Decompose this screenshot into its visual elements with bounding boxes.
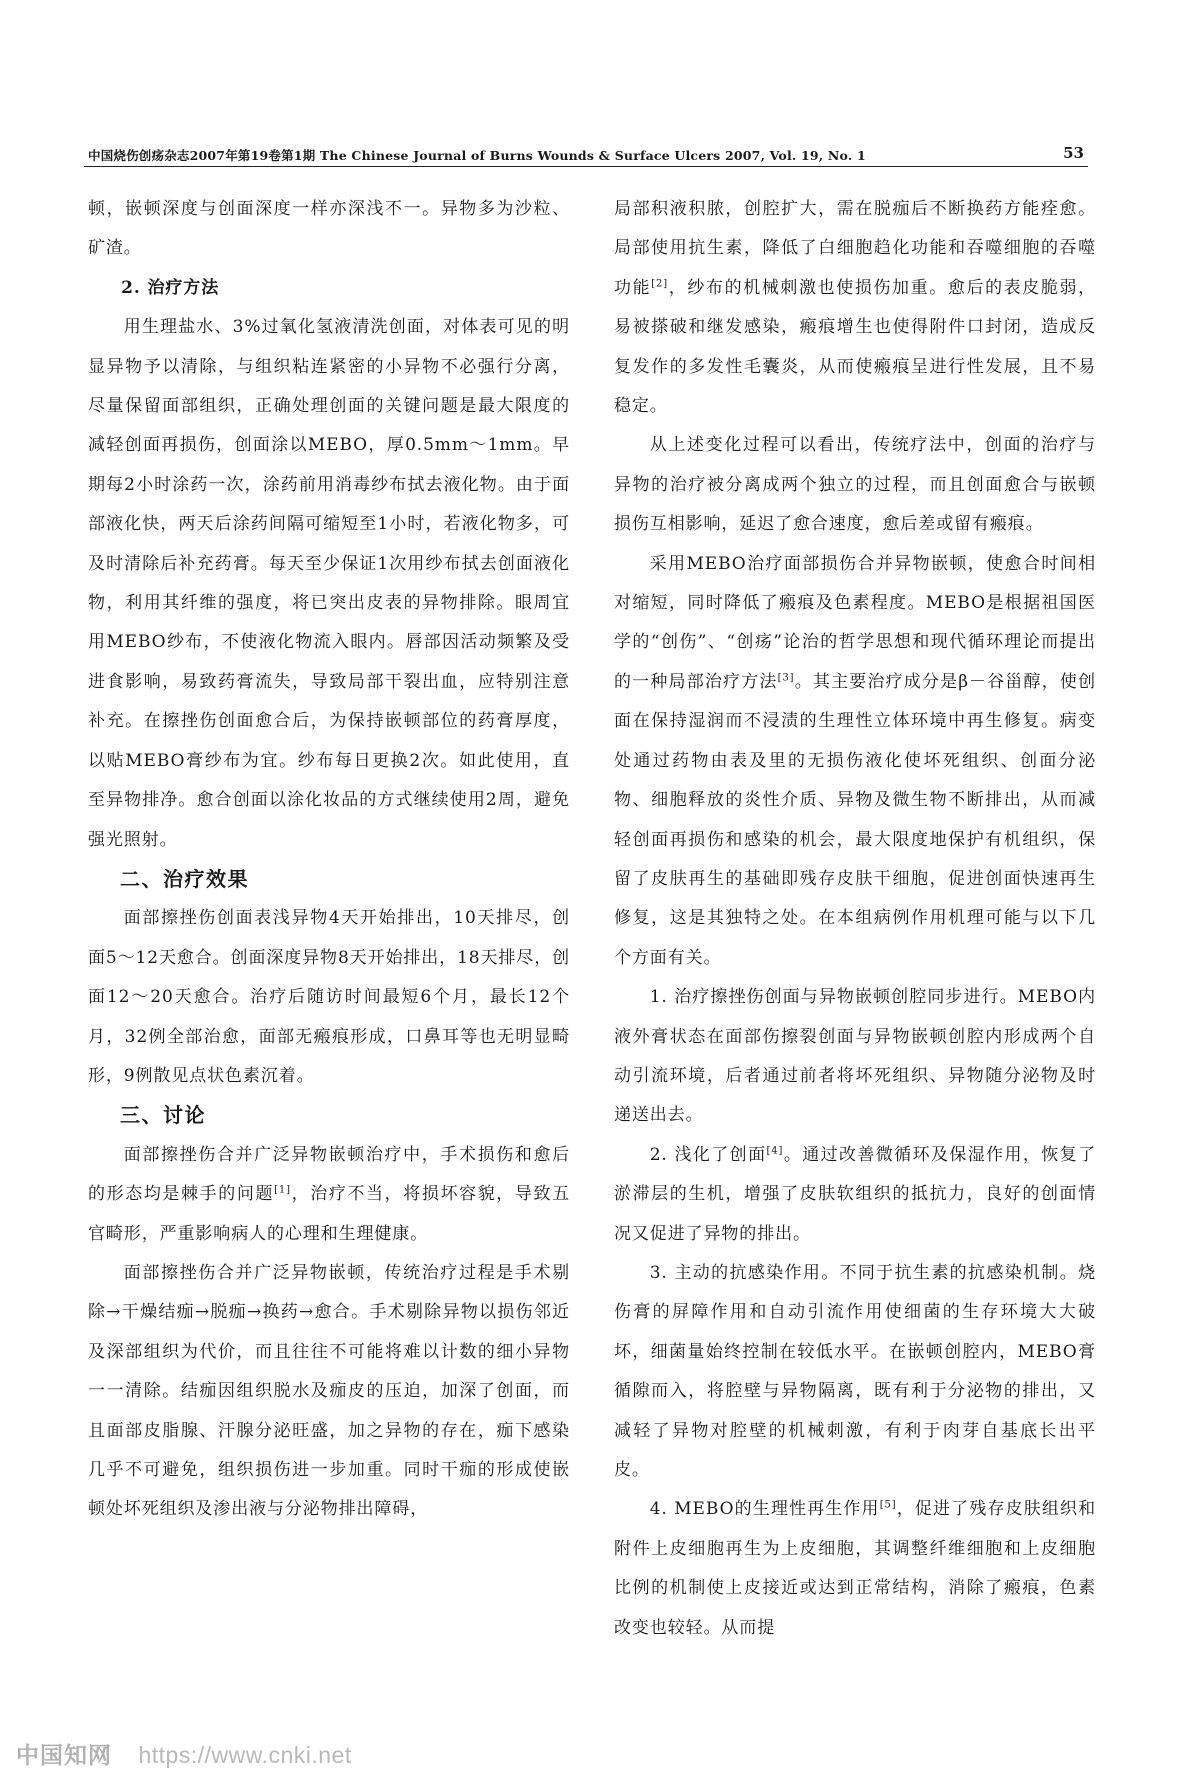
paragraph [88,1136,570,1254]
text-span: ，治疗不当，将损坏容貌，导致五官畸形，严重影响病人的心理和生理健康。 [88,1184,571,1244]
left-column [88,190,570,1530]
paragraph [614,545,1096,978]
paragraph: 1. 治疗擦挫伤创面与异物嵌顿创腔同步进行。MEBO内液外膏状态在面部伤擦裂创面与异物嵌顿创腔内形成两个自动引流环境，后者通过前者将坏死组织、异物随分泌物及时递送出去。 [614,987,1096,1126]
subheading-treatment-method: 2. 治疗方法 [121,277,220,298]
paragraph [614,190,1096,426]
text-span: 2. 浅化了创面 [649,1144,767,1165]
text-span: ，纱布的机械刺激也使损伤加重。愈后的表皮脆弱，易被搽破和继发感染，瘢痕增生也使得附件口封闭，造成反复发作的多发性毛囊炎，从而使瘢痕呈进行性发展，且不易稳定。 [614,277,1096,417]
paragraph: 面部擦挫伤合并广泛异物嵌顿，传统治疗过程是手术剔除→干燥结痂→脱痂→换药→愈合。手术剔除异物以损伤邻近及深部组织为代价，而且往往不可能将难以计数的细小异物一一清除。结痂因组织脱水及痂皮的压迫，加深了创面，而且面部皮脂腺、汗腺分泌旺盛，加之异物的存在，痂下感染几乎不可避免，组织损伤进一步加重。同时干痂的形成使嵌顿处坏死组织及渗出液与分泌物排出障碍， [88,1262,570,1520]
text-span: 采用MEBO治疗面部损伤合并异物嵌顿，使愈合时间相对缩短，同时降低了瘢痕及色素程度。MEBO是根据祖国医学的“创伤”、“创疡”论治的哲学思想和现代循环理论而提出的一种局部治疗方法 [614,553,1096,692]
citation-ref: [4] [766,1145,784,1157]
cnki-url: https://www.cnki.net [138,1742,352,1768]
citation-ref: [1] [274,1184,291,1196]
citation-ref: [5] [879,1499,897,1511]
paragraph: 用生理盐水、3%过氧化氢液清洗创面，对体表可见的明显异物予以清除，与组织粘连紧密的小异物不必强行分离，尽量保留面部组织，正确处理创面的关键问题是最大限度的减轻创面再损伤，创面涂以MEBO，厚0.5mm～1mm。早期每2小时涂药一次，涂药前用消毒纱布拭去液化物。由于面部液化快，两天后涂药间隔可缩短至1小时，若液化物多，可及时清除后补充药膏。每天至少保证1次用纱布拭去创面液化物，利用其纤维的强度，将已突出皮表的异物排除。眼周宜用MEBO纱布，不使液化物流入眼内。唇部因活动频繁及受进食影响，易致药膏流失，导致局部干裂出血，应特别注意补充。在擦挫伤创面愈合后，为保持嵌顿部位的药膏厚度，以贴MEBO膏纱布为宜。纱布每日更换2次。如此使用，直至异物排净。愈合创面以涂化妆品的方式继续使用2周，避免强光照射。 [88,317,570,850]
text-span: 局部积液积脓，创腔扩大，需在脱痂后不断换药方能痊愈。局部使用抗生素，降低了白细胞趋化功能和吞噬细胞的吞噬功能 [614,199,1096,298]
citation-ref: [3] [777,672,795,684]
journal-running-title: 中国烧伤创疡杂志2007年第19卷第1期 The Chinese Journal of Burns Wounds & Surface Ulcers 2007, Vol. 19, No. 1 [88,148,866,163]
cnki-watermark [16,1737,352,1770]
right-column [614,190,1096,1648]
section-heading-treatment-results: 二、治疗效果 [120,866,249,891]
page-number: 53 [1063,144,1084,162]
paragraph [614,1490,1096,1648]
text-span: 。通过改善微循环及保湿作用，恢复了淤滞层的生机，增强了皮肤软组织的抵抗力，良好的创面情况又促进了异物的排出。 [614,1144,1096,1244]
paragraph: 面部擦挫伤创面表浅异物4天开始排出，10天排尽，创面5～12天愈合。创面深度异物8天开始排出，18天排尽，创面12～20天愈合。治疗后随访时间最短6个月，最长12个月，32例全部治愈，面部无瘢痕形成，口鼻耳等也无明显畸形，9例散见点状色素沉着。 [88,908,570,1086]
text-span: 面部擦挫伤合并广泛异物嵌顿治疗中，手术损伤和愈后的形态均是棘手的问题 [88,1144,570,1205]
text-span: ，促进了残存皮肤组织和附件上皮细胞再生为上皮细胞，其调整纤维细胞和上皮细胞比例的机制使上皮接近或达到正常结构，消除了瘢痕，色素改变也较轻。从而提 [614,1499,1096,1638]
paragraph [614,1136,1096,1254]
paragraph: 从上述变化过程可以看出，传统疗法中，创面的治疗与异物的治疗被分离成两个独立的过程，而且创面愈合与嵌顿损伤互相影响，延迟了愈合速度，愈后差或留有瘢痕。 [614,435,1096,535]
text-span: 。其主要治疗成分是β－谷甾醇，使创面在保持湿润而不浸渍的生理性立体环境中再生修复。病变处通过药物由表及里的无损伤液化使坏死组织、创面分泌物、细胞释放的炎性介质、异物及微生物不断排出，从而减轻创面再损伤和感染的机会，最大限度地保护有机组织，保留了皮肤再生的基础即残存皮肤干细胞，促进创面快速再生修复，这是其独特之处。在本组病例作用机理可能与以下几个方面有关。 [614,671,1096,968]
text-span: 4. MEBO的生理性再生作用 [649,1499,880,1520]
cnki-logo-text: 中国知网 [16,1742,112,1768]
running-header [84,144,1088,167]
paragraph: 3. 主动的抗感染作用。不同于抗生素的抗感染机制。烧伤膏的屏障作用和自动引流作用使细菌的生存环境大大破坏，细菌量始终控制在较低水平。在嵌顿创腔内，MEBO膏循隙而入，将腔壁与异物隔离，既有利于分泌物的排出，又减轻了异物对腔壁的机械刺激，有利于肉芽自基底长出平皮。 [614,1262,1096,1480]
section-heading-discussion: 三、讨论 [120,1103,206,1128]
citation-ref: [2] [651,278,669,290]
paragraph: 顿，嵌顿深度与创面深度一样亦深浅不一。异物多为沙粒、矿渣。 [88,199,570,259]
